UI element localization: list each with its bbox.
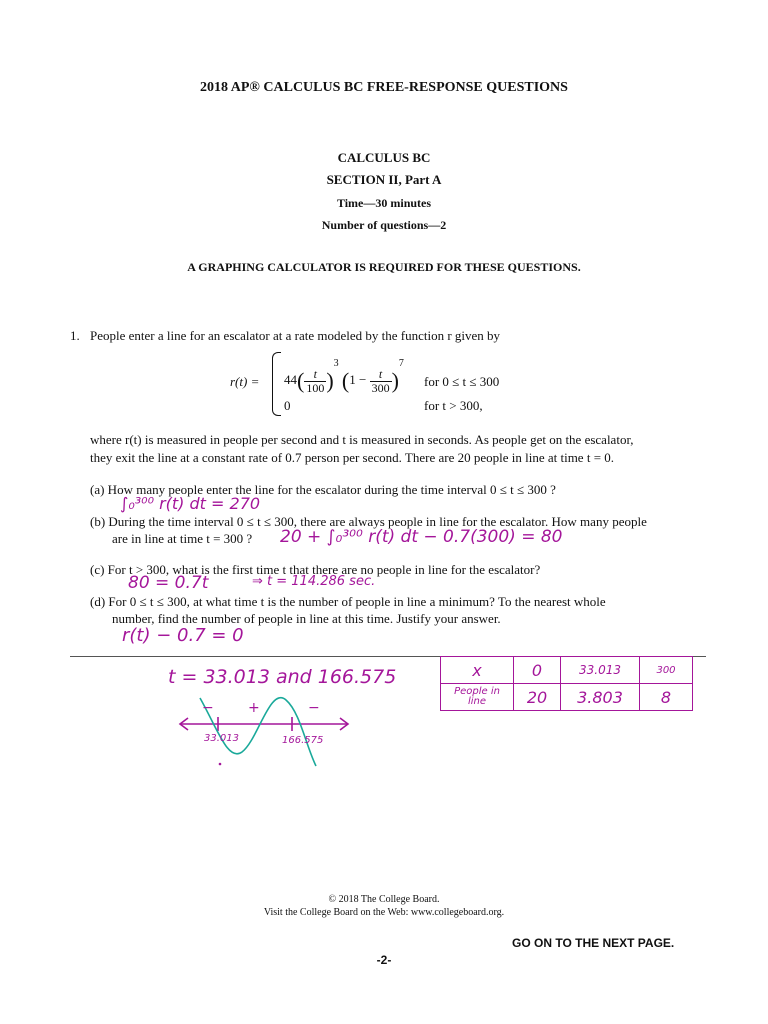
table-cell: 0 [514,657,561,684]
exponent: 3 [333,358,339,369]
question-number: 1. [70,328,80,343]
time-heading: Time—30 minutes [336,196,432,210]
frac-num: t [304,368,326,382]
sign-plus: + [248,700,260,716]
page-title: 2018 AP® CALCULUS BC FREE-RESPONSE QUESTIONS [200,80,568,95]
answer-d: r(t) − 0.7 = 0 [122,625,244,646]
website-note: Visit the College Board on the Web: www.collegeboard.org. [263,907,505,918]
candidates-table [440,656,693,711]
sign-minus-left: − [202,700,214,716]
paren: ( [341,368,350,394]
case-2-domain: for t > 300, [424,398,483,413]
dot [219,763,222,766]
section-heading: SECTION II, Part A [326,172,442,187]
table-cell: 300 [640,657,693,684]
table-cell: 33.013 [561,657,640,684]
tick-label-2: 166.575 [282,735,324,746]
table-row [441,657,693,684]
case-2-value: 0 [284,398,291,413]
frac-den: 100 [306,380,325,395]
table-cell: 8 [640,684,693,711]
sign-chart-sketch [170,690,360,780]
part-b-line-1: (b) During the time interval 0 ≤ t ≤ 300, there are always people in line for the escalator. How many people [90,514,647,529]
part-d-line-1: (d) For 0 ≤ t ≤ 300, at what time t is the number of people in line a minimum? To the nearest whole [90,594,606,609]
fraction-t-100 [304,368,326,395]
calculator-notice: A GRAPHING CALCULATOR IS REQUIRED FOR THESE QUESTIONS. [187,260,581,274]
question-intro: People enter a line for an escalator at a rate modeled by the function r given by [90,328,501,343]
part-b-line-2: are in line at time t = 300 ? [112,531,253,546]
course-heading: CALCULUS BC [337,150,431,165]
answer-b: 20 + ∫₀³⁰⁰ r(t) dt − 0.7(300) = 80 [280,527,563,547]
exponent: 7 [398,358,404,369]
part-c: (c) For t > 300, what is the first time t that there are no people in line for the escalator? [90,562,541,577]
piecewise-case-1 [284,358,404,395]
next-page-notice: GO ON TO THE NEXT PAGE. [512,936,675,950]
piecewise-brace [272,352,281,416]
coef: 44 [284,372,297,387]
table-row [441,684,693,711]
page-number: -2- [376,953,392,967]
copyright: © 2018 The College Board. [328,894,440,905]
table-cell: People in line [441,684,514,711]
one-minus: 1 − [349,372,367,387]
answer-c-1: 80 = 0.7t [128,573,209,593]
function-lhs: r(t) = [230,374,260,389]
table-cell: x [441,657,514,684]
paren: ( [297,368,305,394]
part-d-line-2: number, find the number of people in line at this time. Justify your answer. [112,611,501,626]
fraction-t-300 [370,368,392,395]
part-a: (a) How many people enter the line for the escalator during the time interval 0 ≤ t ≤ 300 ? [90,482,556,497]
question-description-2: they exit the line at a constant rate of 0.7 person per second. There are 20 people in line at time t = 0. [90,450,615,465]
roots-note: t = 33.013 and 166.575 [168,666,397,688]
paren: ) [326,368,334,394]
tick-label-1: 33.013 [204,733,239,744]
paren: ) [391,368,399,394]
answer-c-2: ⇒ t = 114.286 sec. [252,574,376,589]
table-cell: 20 [514,684,561,711]
count-heading: Number of questions—2 [321,218,447,232]
table-cell: 3.803 [561,684,640,711]
sign-minus-right: − [308,700,320,716]
frac-den: 300 [371,380,390,395]
question-description-1: where r(t) is measured in people per second and t is measured in seconds. As people get on the escalator, [90,432,634,447]
frac-num: t [370,368,392,382]
case-1-domain: for 0 ≤ t ≤ 300 [424,374,500,389]
answer-a: ∫₀³⁰⁰ r(t) dt = 270 [120,494,261,513]
